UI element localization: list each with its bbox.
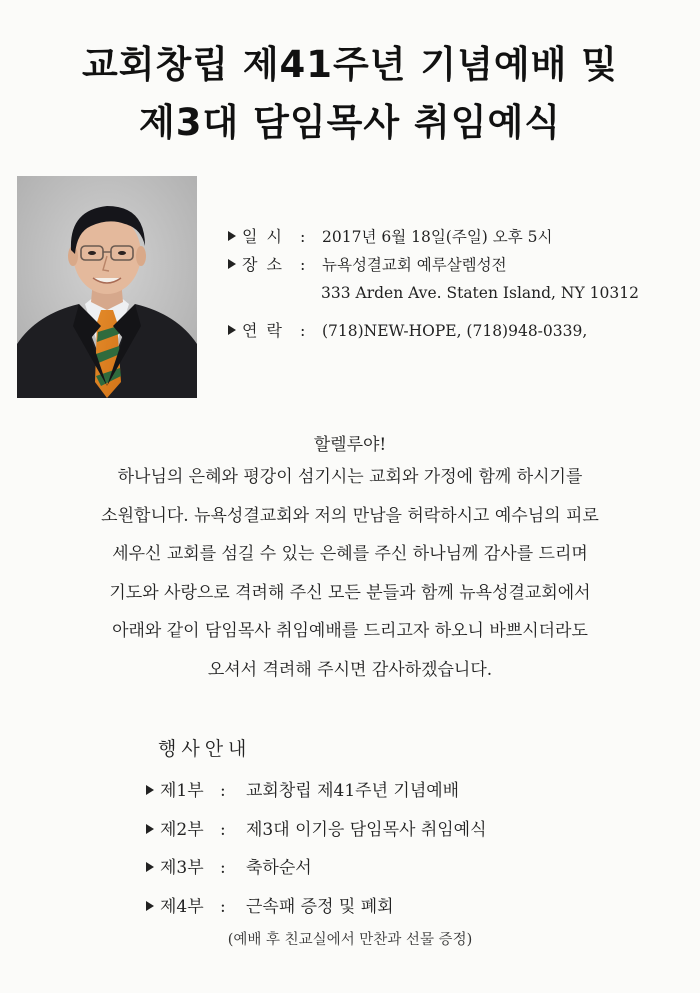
- message-line: 오셔서 격려해 주시면 감사하겠습니다.: [207, 659, 493, 680]
- event-item: [146, 811, 487, 850]
- triangle-right-icon: [146, 862, 154, 872]
- title-line-1: 교회창립 제41주년 기념예배 및: [81, 43, 619, 86]
- message-line: 세우신 교회를 섬길 수 있는 은혜를 주신 하나님께 감사를 드리며: [112, 544, 588, 564]
- colon: :: [300, 255, 306, 274]
- colon: :: [220, 781, 226, 802]
- info-label: 연 락: [242, 321, 284, 340]
- message-line: 소원합니다. 뉴욕성결교회와 저의 만남을 허락하시고 예수님의 피로: [101, 505, 599, 526]
- event-item: [146, 888, 487, 927]
- event-desc: 교회창립 제41주년 기념예배: [246, 781, 460, 802]
- info-label: 장 소: [242, 255, 284, 274]
- message-line: 아래와 같이 담임목사 취임예배를 드리고자 하오니 바쁘시더라도: [112, 621, 588, 641]
- triangle-right-icon: [146, 785, 154, 795]
- title-line-2: 제3대 담임목사 취임예식: [139, 101, 561, 144]
- info-label: 일 시: [242, 227, 284, 246]
- event-desc: 제3대 이기응 담임목사 취임예식: [246, 819, 487, 840]
- events-list: [146, 772, 487, 926]
- greeting: 할렐루야!: [313, 435, 387, 455]
- invitation-message: [14, 458, 686, 689]
- footnote: (예배 후 친교실에서 만찬과 선물 증정): [227, 932, 473, 948]
- info-date: 2017년 6월 18일(주일) 오후 5시: [322, 228, 553, 246]
- info-address-row: [228, 284, 698, 312]
- info-date-row: [228, 224, 698, 252]
- events-heading: 행사안내: [158, 738, 252, 760]
- message-line: 하나님의 은혜와 평강이 섬기시는 교회와 가정에 함께 하시기를: [117, 467, 583, 487]
- colon: :: [220, 858, 226, 879]
- triangle-right-icon: [228, 231, 236, 241]
- portrait-illustration: [17, 176, 197, 398]
- info-place-row: [228, 252, 698, 280]
- info-contact: (718)NEW-HOPE, (718)948-0339,: [322, 322, 588, 340]
- info-address: 333 Arden Ave. Staten Island, NY 10312: [321, 284, 639, 302]
- event-desc: 근속패 증정 및 폐회: [246, 896, 394, 917]
- event-info: [228, 224, 698, 346]
- triangle-right-icon: [228, 325, 236, 335]
- triangle-right-icon: [146, 824, 154, 834]
- pastor-portrait: [17, 176, 197, 398]
- colon: :: [300, 321, 306, 340]
- event-desc: 축하순서: [246, 858, 312, 879]
- triangle-right-icon: [228, 259, 236, 269]
- event-part: 제2부: [160, 819, 204, 840]
- colon: :: [220, 896, 226, 917]
- event-item: [146, 849, 487, 888]
- info-contact-row: [228, 318, 698, 346]
- colon: :: [300, 227, 306, 246]
- message-line: 기도와 사랑으로 격려해 주신 모든 분들과 함께 뉴욕성결교회에서: [109, 582, 591, 603]
- triangle-right-icon: [146, 901, 154, 911]
- event-part: 제3부: [160, 858, 204, 879]
- colon: :: [220, 819, 226, 840]
- event-part: 제4부: [160, 896, 204, 917]
- event-part: 제1부: [160, 781, 204, 802]
- event-item: [146, 772, 487, 811]
- info-place: 뉴욕성결교회 예루살렘성전: [322, 256, 507, 274]
